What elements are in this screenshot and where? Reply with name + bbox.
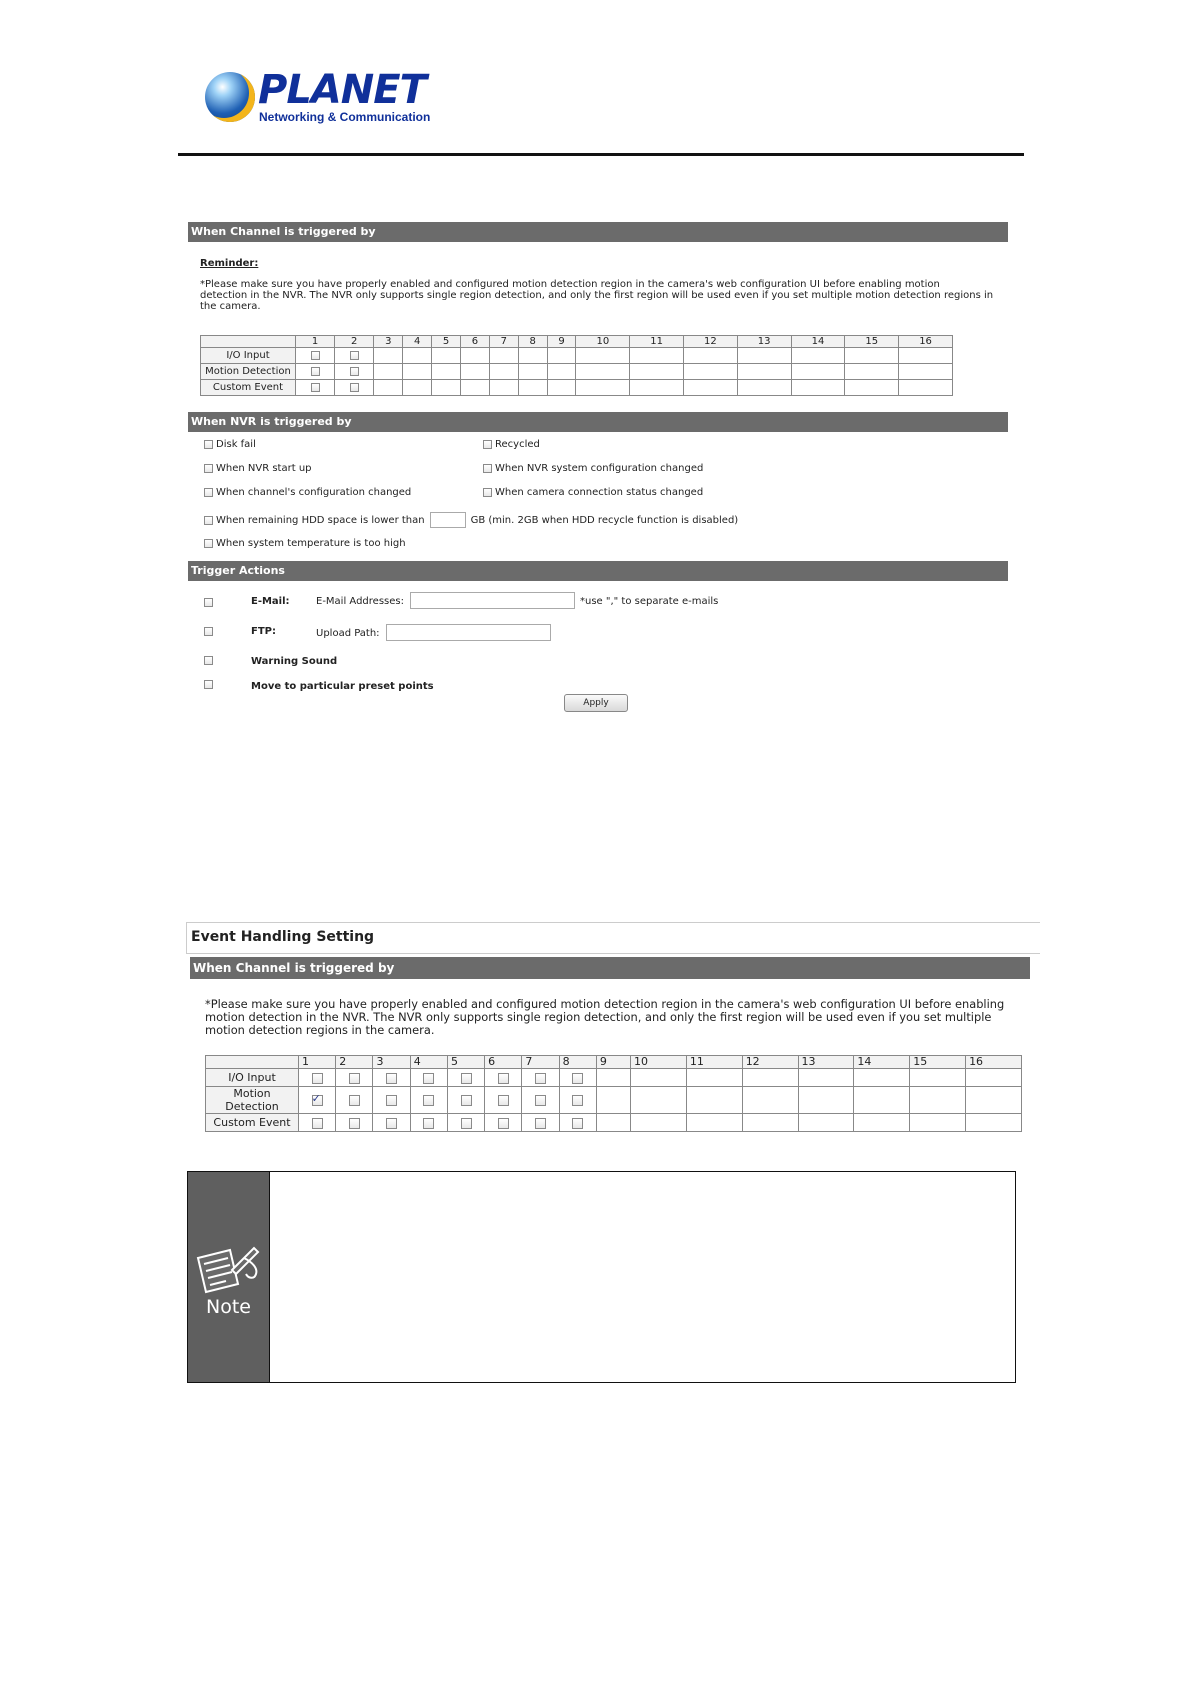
channel-header: 7 — [489, 336, 518, 348]
channel-header: 1 — [299, 1056, 336, 1069]
checkbox-custom-ch2[interactable] — [349, 1118, 360, 1129]
table-cell — [966, 1114, 1022, 1132]
table-cell — [742, 1087, 798, 1114]
table-cell — [335, 380, 374, 396]
option-recycled[interactable] — [483, 439, 540, 450]
table-cell — [791, 348, 845, 364]
table-cell — [522, 1087, 559, 1114]
table-cell — [299, 1114, 336, 1132]
table-cell — [686, 1087, 742, 1114]
checkbox[interactable] — [483, 440, 492, 449]
checkbox-motion-ch1[interactable] — [312, 1095, 323, 1106]
table-cell — [559, 1069, 596, 1087]
checkbox-io-ch1[interactable] — [312, 1073, 323, 1084]
option-label: When remaining HDD space is lower than — [216, 514, 425, 526]
table-cell — [410, 1069, 447, 1087]
table-cell — [845, 348, 899, 364]
table-cell — [854, 1087, 910, 1114]
table-header-row — [201, 336, 953, 348]
table-cell — [576, 380, 630, 396]
channel-header: 9 — [547, 336, 576, 348]
table-cell — [596, 1087, 630, 1114]
checkbox-io-ch4[interactable] — [423, 1073, 434, 1084]
trigger-actions-bar: Trigger Actions — [188, 561, 1008, 581]
table-cell — [899, 380, 953, 396]
table-cell — [910, 1087, 966, 1114]
table-row-custom — [201, 380, 953, 396]
table-cell — [403, 380, 432, 396]
notice-line: *Please make sure you have properly enabled and configured motion detection region in the camera's web configuration UI before enabling — [205, 997, 1005, 1011]
table-cell — [742, 1069, 798, 1087]
table-cell — [296, 380, 335, 396]
table-cell — [798, 1114, 854, 1132]
checkbox[interactable] — [483, 464, 492, 473]
checkbox-custom-ch1[interactable] — [311, 383, 320, 392]
event-handling-title: Event Handling Setting — [191, 929, 375, 945]
table-cell — [631, 1114, 687, 1132]
channel-trigger-table-2 — [205, 1055, 1022, 1132]
ftp-label: FTP: — [251, 626, 276, 637]
channel-trigger-bar: When Channel is triggered by — [188, 222, 1008, 242]
option-label: Disk fail — [216, 439, 256, 450]
channel-header: 10 — [631, 1056, 687, 1069]
table-cell — [686, 1114, 742, 1132]
nvr-trigger-bar: When NVR is triggered by — [188, 412, 1008, 432]
table-cell — [522, 1069, 559, 1087]
table-cell — [447, 1087, 484, 1114]
table-cell — [460, 380, 489, 396]
note-label: Note — [206, 1296, 251, 1318]
channel-header: 15 — [910, 1056, 966, 1069]
channel-header: 4 — [410, 1056, 447, 1069]
table-cell — [374, 348, 403, 364]
row-label: Motion Detection — [201, 364, 296, 380]
checkbox[interactable] — [204, 464, 213, 473]
checkbox-io-ch5[interactable] — [461, 1073, 472, 1084]
row-label: I/O Input — [206, 1069, 299, 1087]
checkbox-custom-ch3[interactable] — [386, 1118, 397, 1129]
table-cell — [299, 1087, 336, 1114]
table-cell — [631, 1087, 687, 1114]
row-label: Motion Detection — [206, 1087, 299, 1114]
table-cell — [336, 1114, 373, 1132]
table-cell — [432, 348, 461, 364]
table-cell — [686, 1069, 742, 1087]
header-rule — [178, 153, 1024, 156]
channel-header: 8 — [518, 336, 547, 348]
row-label: I/O Input — [201, 348, 296, 364]
option-nvr-startup[interactable] — [204, 463, 312, 474]
checkbox-motion-ch6[interactable] — [498, 1095, 509, 1106]
table-cell — [559, 1114, 596, 1132]
channel-trigger-bar-2: When Channel is triggered by — [190, 957, 1030, 979]
checkbox[interactable] — [204, 516, 213, 525]
table-cell — [410, 1087, 447, 1114]
upload-path-label: Upload Path: — [316, 628, 380, 639]
table-cell — [432, 364, 461, 380]
table-cell — [684, 364, 738, 380]
upload-path-input[interactable] — [386, 624, 551, 641]
apply-button[interactable]: Apply — [564, 694, 628, 712]
channel-header: 6 — [485, 1056, 522, 1069]
reminder-text — [200, 279, 1020, 312]
table-cell — [684, 380, 738, 396]
table-cell — [547, 348, 576, 364]
email-checkbox[interactable] — [204, 598, 213, 607]
email-addresses-label: E-Mail Addresses: — [316, 596, 404, 607]
option-label: When NVR start up — [216, 463, 312, 474]
table-cell — [966, 1087, 1022, 1114]
checkbox-motion-ch8[interactable] — [572, 1095, 583, 1106]
table-cell — [791, 364, 845, 380]
table-cell — [630, 364, 684, 380]
table-cell — [845, 380, 899, 396]
table-cell — [684, 348, 738, 364]
table-cell — [335, 348, 374, 364]
table-cell — [630, 348, 684, 364]
checkbox-custom-ch2[interactable] — [350, 383, 359, 392]
option-system-config[interactable] — [483, 463, 703, 474]
table-cell — [966, 1069, 1022, 1087]
logo-title: PLANET — [258, 67, 426, 113]
channel-header: 1 — [296, 336, 335, 348]
checkbox-io-ch8[interactable] — [572, 1073, 583, 1084]
channel-trigger-table — [200, 335, 953, 396]
table-row-motion — [206, 1087, 1022, 1114]
table-cell — [489, 364, 518, 380]
table-cell — [374, 364, 403, 380]
option-hdd-space[interactable] — [204, 512, 738, 528]
table-cell — [485, 1114, 522, 1132]
checkbox-motion-ch2[interactable] — [350, 367, 359, 376]
table-cell — [460, 364, 489, 380]
checkbox-io-ch1[interactable] — [311, 351, 320, 360]
table-cell — [737, 348, 791, 364]
reminder-line: detection in the NVR. The NVR only supports single region detection, and only the first region will be used even if you set multiple motion detection regions in — [200, 290, 994, 301]
table-row-io — [201, 348, 953, 364]
channel-header: 2 — [336, 1056, 373, 1069]
channel-header: 14 — [854, 1056, 910, 1069]
channel-header: 6 — [460, 336, 489, 348]
channel-header: 5 — [432, 336, 461, 348]
channel-header: 16 — [899, 336, 953, 348]
checkbox-custom-ch6[interactable] — [498, 1118, 509, 1129]
table-cell — [460, 348, 489, 364]
table-cell — [518, 348, 547, 364]
table-cell — [522, 1114, 559, 1132]
channel-header: 11 — [630, 336, 684, 348]
table-cell — [596, 1114, 630, 1132]
table-cell — [336, 1069, 373, 1087]
option-label: When camera connection status changed — [495, 487, 704, 498]
checkbox-motion-ch1[interactable] — [311, 367, 320, 376]
channel-header: 15 — [845, 336, 899, 348]
warning-sound-checkbox[interactable] — [204, 656, 213, 665]
channel-header: 4 — [403, 336, 432, 348]
preset-points-checkbox[interactable] — [204, 680, 213, 689]
row-label: Custom Event — [201, 380, 296, 396]
checkbox[interactable] — [204, 539, 213, 548]
reminder-line: the camera. — [200, 301, 261, 312]
table-cell — [336, 1087, 373, 1114]
table-cell — [447, 1114, 484, 1132]
option-label: When NVR system configuration changed — [495, 463, 704, 474]
table-cell — [403, 348, 432, 364]
notice-line: motion detection in the NVR. The NVR only supports single region detection, and only the first region will be used even if you set multiple — [205, 1010, 992, 1024]
table-cell — [576, 348, 630, 364]
checkbox-io-ch6[interactable] — [498, 1073, 509, 1084]
email-label: E-Mail: — [251, 596, 290, 607]
table-corner — [206, 1056, 299, 1069]
table-cell — [742, 1114, 798, 1132]
option-label: When system temperature is too high — [216, 538, 406, 549]
checkbox-custom-ch4[interactable] — [423, 1118, 434, 1129]
table-cell — [373, 1087, 410, 1114]
table-cell — [299, 1069, 336, 1087]
note-box — [187, 1171, 1016, 1383]
checkbox-custom-ch7[interactable] — [535, 1118, 546, 1129]
checkbox-motion-ch5[interactable] — [461, 1095, 472, 1106]
table-cell — [518, 380, 547, 396]
checkbox[interactable] — [204, 440, 213, 449]
notice-text — [205, 998, 1035, 1037]
channel-header: 11 — [686, 1056, 742, 1069]
option-temperature[interactable] — [204, 538, 406, 549]
table-cell — [373, 1114, 410, 1132]
option-label: Recycled — [495, 439, 540, 450]
checkbox-motion-ch2[interactable] — [349, 1095, 360, 1106]
notice-line: motion detection regions in the camera. — [205, 1023, 435, 1037]
channel-header: 9 — [596, 1056, 630, 1069]
table-cell — [910, 1069, 966, 1087]
table-cell — [798, 1069, 854, 1087]
table-cell — [737, 380, 791, 396]
email-hint: *use "," to separate e-mails — [580, 596, 719, 607]
table-cell — [737, 364, 791, 380]
table-cell — [403, 364, 432, 380]
table-cell — [447, 1069, 484, 1087]
table-cell — [485, 1087, 522, 1114]
email-addresses-input[interactable] — [410, 592, 575, 609]
channel-header: 13 — [737, 336, 791, 348]
channel-header: 12 — [684, 336, 738, 348]
table-cell — [854, 1114, 910, 1132]
planet-logo-globe-icon — [205, 72, 255, 122]
table-cell — [899, 364, 953, 380]
table-cell — [910, 1114, 966, 1132]
option-channel-config[interactable] — [204, 487, 411, 498]
table-cell — [410, 1114, 447, 1132]
table-row-custom — [206, 1114, 1022, 1132]
table-cell — [335, 364, 374, 380]
table-cell — [854, 1069, 910, 1087]
table-cell — [374, 380, 403, 396]
checkbox-custom-ch8[interactable] — [572, 1118, 583, 1129]
table-cell — [791, 380, 845, 396]
table-header-row — [206, 1056, 1022, 1069]
table-cell — [630, 380, 684, 396]
channel-header: 2 — [335, 336, 374, 348]
reminder-title: Reminder: — [200, 258, 259, 269]
checkbox-io-ch7[interactable] — [535, 1073, 546, 1084]
checkbox-io-ch3[interactable] — [386, 1073, 397, 1084]
table-cell — [576, 364, 630, 380]
checkbox-io-ch2[interactable] — [350, 351, 359, 360]
channel-header: 10 — [576, 336, 630, 348]
table-cell — [798, 1087, 854, 1114]
table-row-motion — [201, 364, 953, 380]
checkbox[interactable] — [204, 488, 213, 497]
checkbox-motion-ch3[interactable] — [386, 1095, 397, 1106]
table-cell — [631, 1069, 687, 1087]
channel-header: 3 — [373, 1056, 410, 1069]
table-cell — [559, 1087, 596, 1114]
channel-header: 5 — [447, 1056, 484, 1069]
table-cell — [596, 1069, 630, 1087]
option-disk-fail[interactable] — [204, 439, 256, 450]
table-corner — [201, 336, 296, 348]
checkbox[interactable] — [483, 488, 492, 497]
table-cell — [373, 1069, 410, 1087]
table-cell — [845, 364, 899, 380]
channel-header: 8 — [559, 1056, 596, 1069]
checkbox-io-ch2[interactable] — [349, 1073, 360, 1084]
table-cell — [899, 348, 953, 364]
table-cell — [518, 364, 547, 380]
option-camera-status[interactable] — [483, 487, 703, 498]
option-suffix: GB (min. 2GB when HDD recycle function is disabled) — [470, 514, 739, 526]
table-row-io — [206, 1069, 1022, 1087]
warning-sound-label: Warning Sound — [251, 656, 338, 667]
table-cell — [432, 380, 461, 396]
table-cell — [296, 348, 335, 364]
checkbox-custom-ch1[interactable] — [312, 1118, 323, 1129]
table-cell — [485, 1069, 522, 1087]
table-cell — [489, 380, 518, 396]
table-cell — [547, 364, 576, 380]
channel-header: 13 — [798, 1056, 854, 1069]
checkbox-motion-ch4[interactable] — [423, 1095, 434, 1106]
table-cell — [489, 348, 518, 364]
preset-points-label: Move to particular preset points — [251, 681, 434, 692]
channel-header: 16 — [966, 1056, 1022, 1069]
table-cell — [296, 364, 335, 380]
channel-header: 12 — [742, 1056, 798, 1069]
reminder-line: *Please make sure you have properly enabled and configured motion detection region in the camera's web configuration UI before enabling motion — [200, 279, 940, 290]
channel-header: 3 — [374, 336, 403, 348]
note-pencil-icon — [192, 1240, 264, 1295]
channel-header: 14 — [791, 336, 845, 348]
checkbox-custom-ch5[interactable] — [461, 1118, 472, 1129]
checkbox-motion-ch7[interactable] — [535, 1095, 546, 1106]
table-cell — [547, 380, 576, 396]
channel-header: 7 — [522, 1056, 559, 1069]
row-label: Custom Event — [206, 1114, 299, 1132]
logo-tagline: Networking & Communication — [259, 110, 431, 124]
hdd-space-input[interactable] — [430, 512, 466, 528]
option-label: When channel's configuration changed — [216, 487, 412, 498]
ftp-checkbox[interactable] — [204, 627, 213, 636]
